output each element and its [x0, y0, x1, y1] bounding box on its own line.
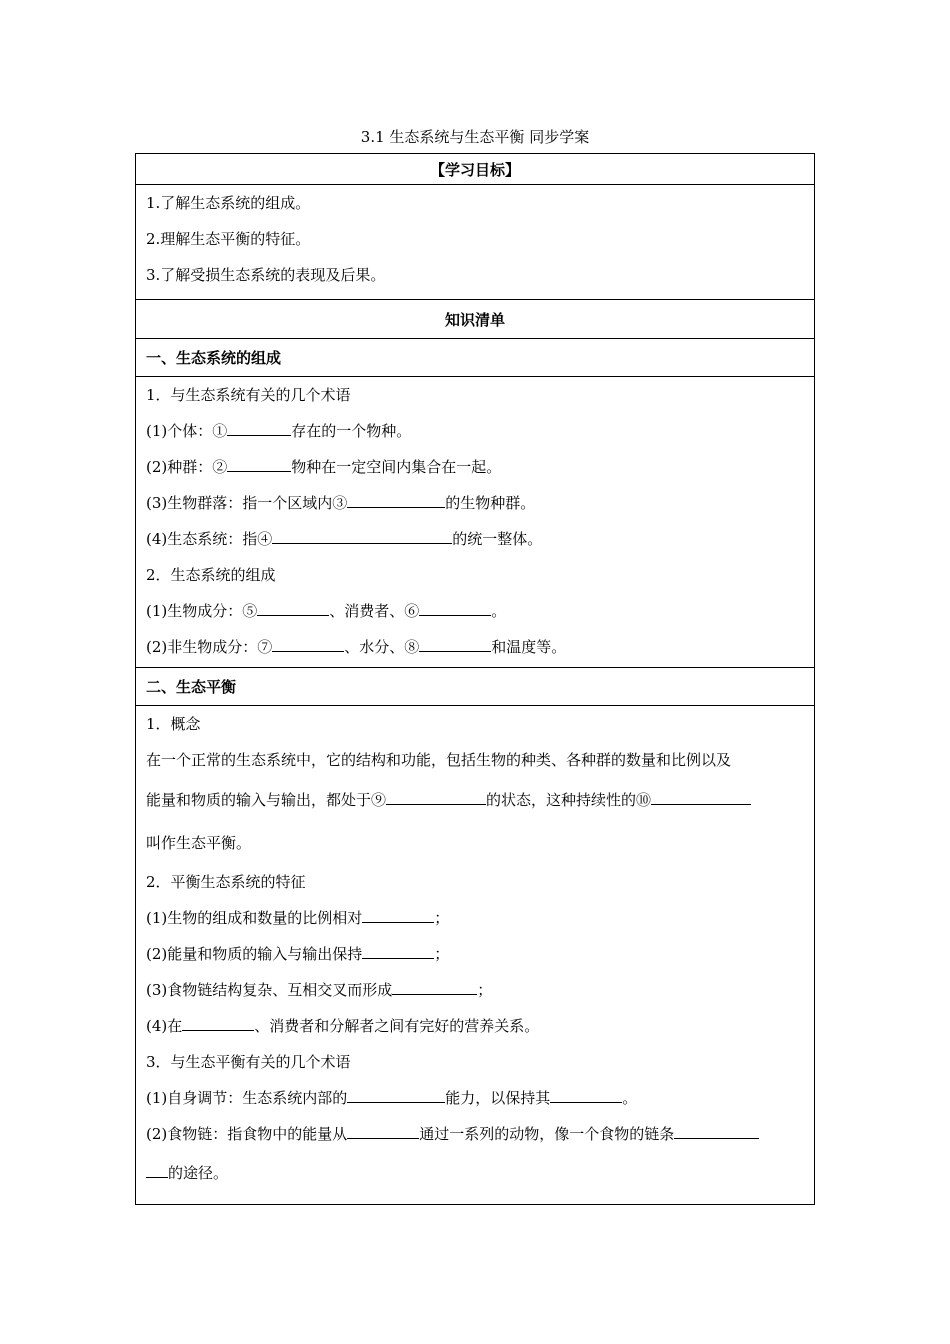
text: (3)食物链结构复杂、互相交叉而形成 — [146, 981, 393, 999]
feature-3 — [146, 972, 804, 1008]
section2-body — [136, 706, 815, 1205]
feature-1 — [146, 900, 804, 936]
fill-blank-f2[interactable] — [362, 944, 434, 959]
knowledge-header: 知识清单 — [136, 300, 815, 339]
section2-heading: 二、生态平衡 — [136, 668, 815, 706]
section2-sub1: 1．概念 — [146, 715, 201, 733]
text: 能力，以保持其 — [445, 1089, 551, 1107]
feature-2 — [146, 936, 804, 972]
section1-sub1: 1．与生态系统有关的几个术语 — [146, 386, 351, 404]
term-community — [146, 485, 804, 521]
text: 。 — [491, 602, 507, 620]
fill-blank-1[interactable] — [227, 421, 291, 436]
fill-blank-8[interactable] — [419, 637, 491, 652]
text: ； — [434, 909, 450, 927]
objective-item: 2.理解生态平衡的特征。 — [146, 230, 311, 248]
text: ； — [477, 981, 493, 999]
abiotic-components — [146, 629, 804, 665]
concept-line-2 — [146, 778, 804, 822]
text: 和温度等。 — [491, 638, 567, 656]
text: (1)生物的组成和数量的比例相对 — [146, 909, 363, 927]
section1-body — [136, 377, 815, 668]
text: 、水分、⑧ — [344, 638, 420, 656]
objective-item: 1.了解生态系统的组成。 — [146, 194, 311, 212]
text: (4)生态系统：指④ — [146, 530, 273, 548]
text: (2)种群：② — [146, 458, 228, 476]
fill-blank-t3[interactable] — [347, 1124, 419, 1139]
fill-blank-f1[interactable] — [362, 908, 434, 923]
term-food-chain — [146, 1116, 804, 1152]
fill-blank-9[interactable] — [386, 790, 486, 805]
term-individual — [146, 413, 804, 449]
text: 。 — [622, 1089, 638, 1107]
objective-item: 3.了解受损生态系统的表现及后果。 — [146, 266, 386, 284]
concept-line-1: 在一个正常的生态系统中，它的结构和功能，包括生物的种类、各种群的数量和比例以及 — [146, 751, 732, 769]
text: (1)生物成分：⑤ — [146, 602, 258, 620]
fill-blank-t4-cont[interactable] — [146, 1163, 168, 1178]
text: 物种在一定空间内集合在一起。 — [291, 458, 502, 476]
text: ； — [434, 945, 450, 963]
text: 能量和物质的输入与输出，都处于⑨ — [146, 791, 387, 809]
text: (3)生物群落：指一个区域内③ — [146, 494, 348, 512]
section2-sub2: 2．平衡生态系统的特征 — [146, 873, 306, 891]
text: 的生物种群。 — [445, 494, 536, 512]
fill-blank-3[interactable] — [347, 493, 445, 508]
text: 的状态，这种持续性的⑩ — [486, 791, 652, 809]
term-self-regulation — [146, 1080, 804, 1116]
section1-sub2: 2．生态系统的组成 — [146, 566, 276, 584]
text: (1)个体：① — [146, 422, 228, 440]
page-title: 3.1 生态系统与生态平衡 同步学案 — [360, 128, 590, 146]
fill-blank-6[interactable] — [419, 601, 491, 616]
fill-blank-t1[interactable] — [347, 1088, 445, 1103]
objectives-header: 【学习目标】 — [136, 154, 815, 185]
text: 存在的一个物种。 — [291, 422, 412, 440]
text: 、消费者和分解者之间有完好的营养关系。 — [254, 1017, 540, 1035]
text: 、消费者、⑥ — [329, 602, 420, 620]
fill-blank-4[interactable] — [272, 529, 452, 544]
text: (2)食物链：指食物中的能量从 — [146, 1125, 348, 1143]
text: 的统一整体。 — [452, 530, 543, 548]
biotic-components — [146, 593, 804, 629]
objectives-cell — [136, 185, 815, 300]
text: 通过一系列的动物，像一个食物的链条 — [419, 1125, 675, 1143]
text: 的途径。 — [168, 1164, 229, 1182]
text: (2)非生物成分：⑦ — [146, 638, 273, 656]
term-food-chain-cont — [146, 1152, 804, 1194]
fill-blank-10[interactable] — [651, 790, 751, 805]
fill-blank-7[interactable] — [272, 637, 344, 652]
fill-blank-f3[interactable] — [392, 980, 477, 995]
section2-sub3: 3．与生态平衡有关的几个术语 — [146, 1053, 351, 1071]
term-population — [146, 449, 804, 485]
fill-blank-5[interactable] — [257, 601, 329, 616]
fill-blank-t2[interactable] — [550, 1088, 622, 1103]
fill-blank-t4[interactable] — [674, 1124, 759, 1139]
section1-heading: 一、生态系统的组成 — [136, 339, 815, 377]
study-sheet-table — [135, 153, 815, 1205]
text: (2)能量和物质的输入与输出保持 — [146, 945, 363, 963]
term-ecosystem — [146, 521, 804, 557]
fill-blank-f4[interactable] — [182, 1016, 254, 1031]
fill-blank-2[interactable] — [227, 457, 291, 472]
concept-line-3: 叫作生态平衡。 — [146, 834, 252, 852]
text: (1)自身调节：生态系统内部的 — [146, 1089, 348, 1107]
text: (4)在 — [146, 1017, 183, 1035]
feature-4 — [146, 1008, 804, 1044]
